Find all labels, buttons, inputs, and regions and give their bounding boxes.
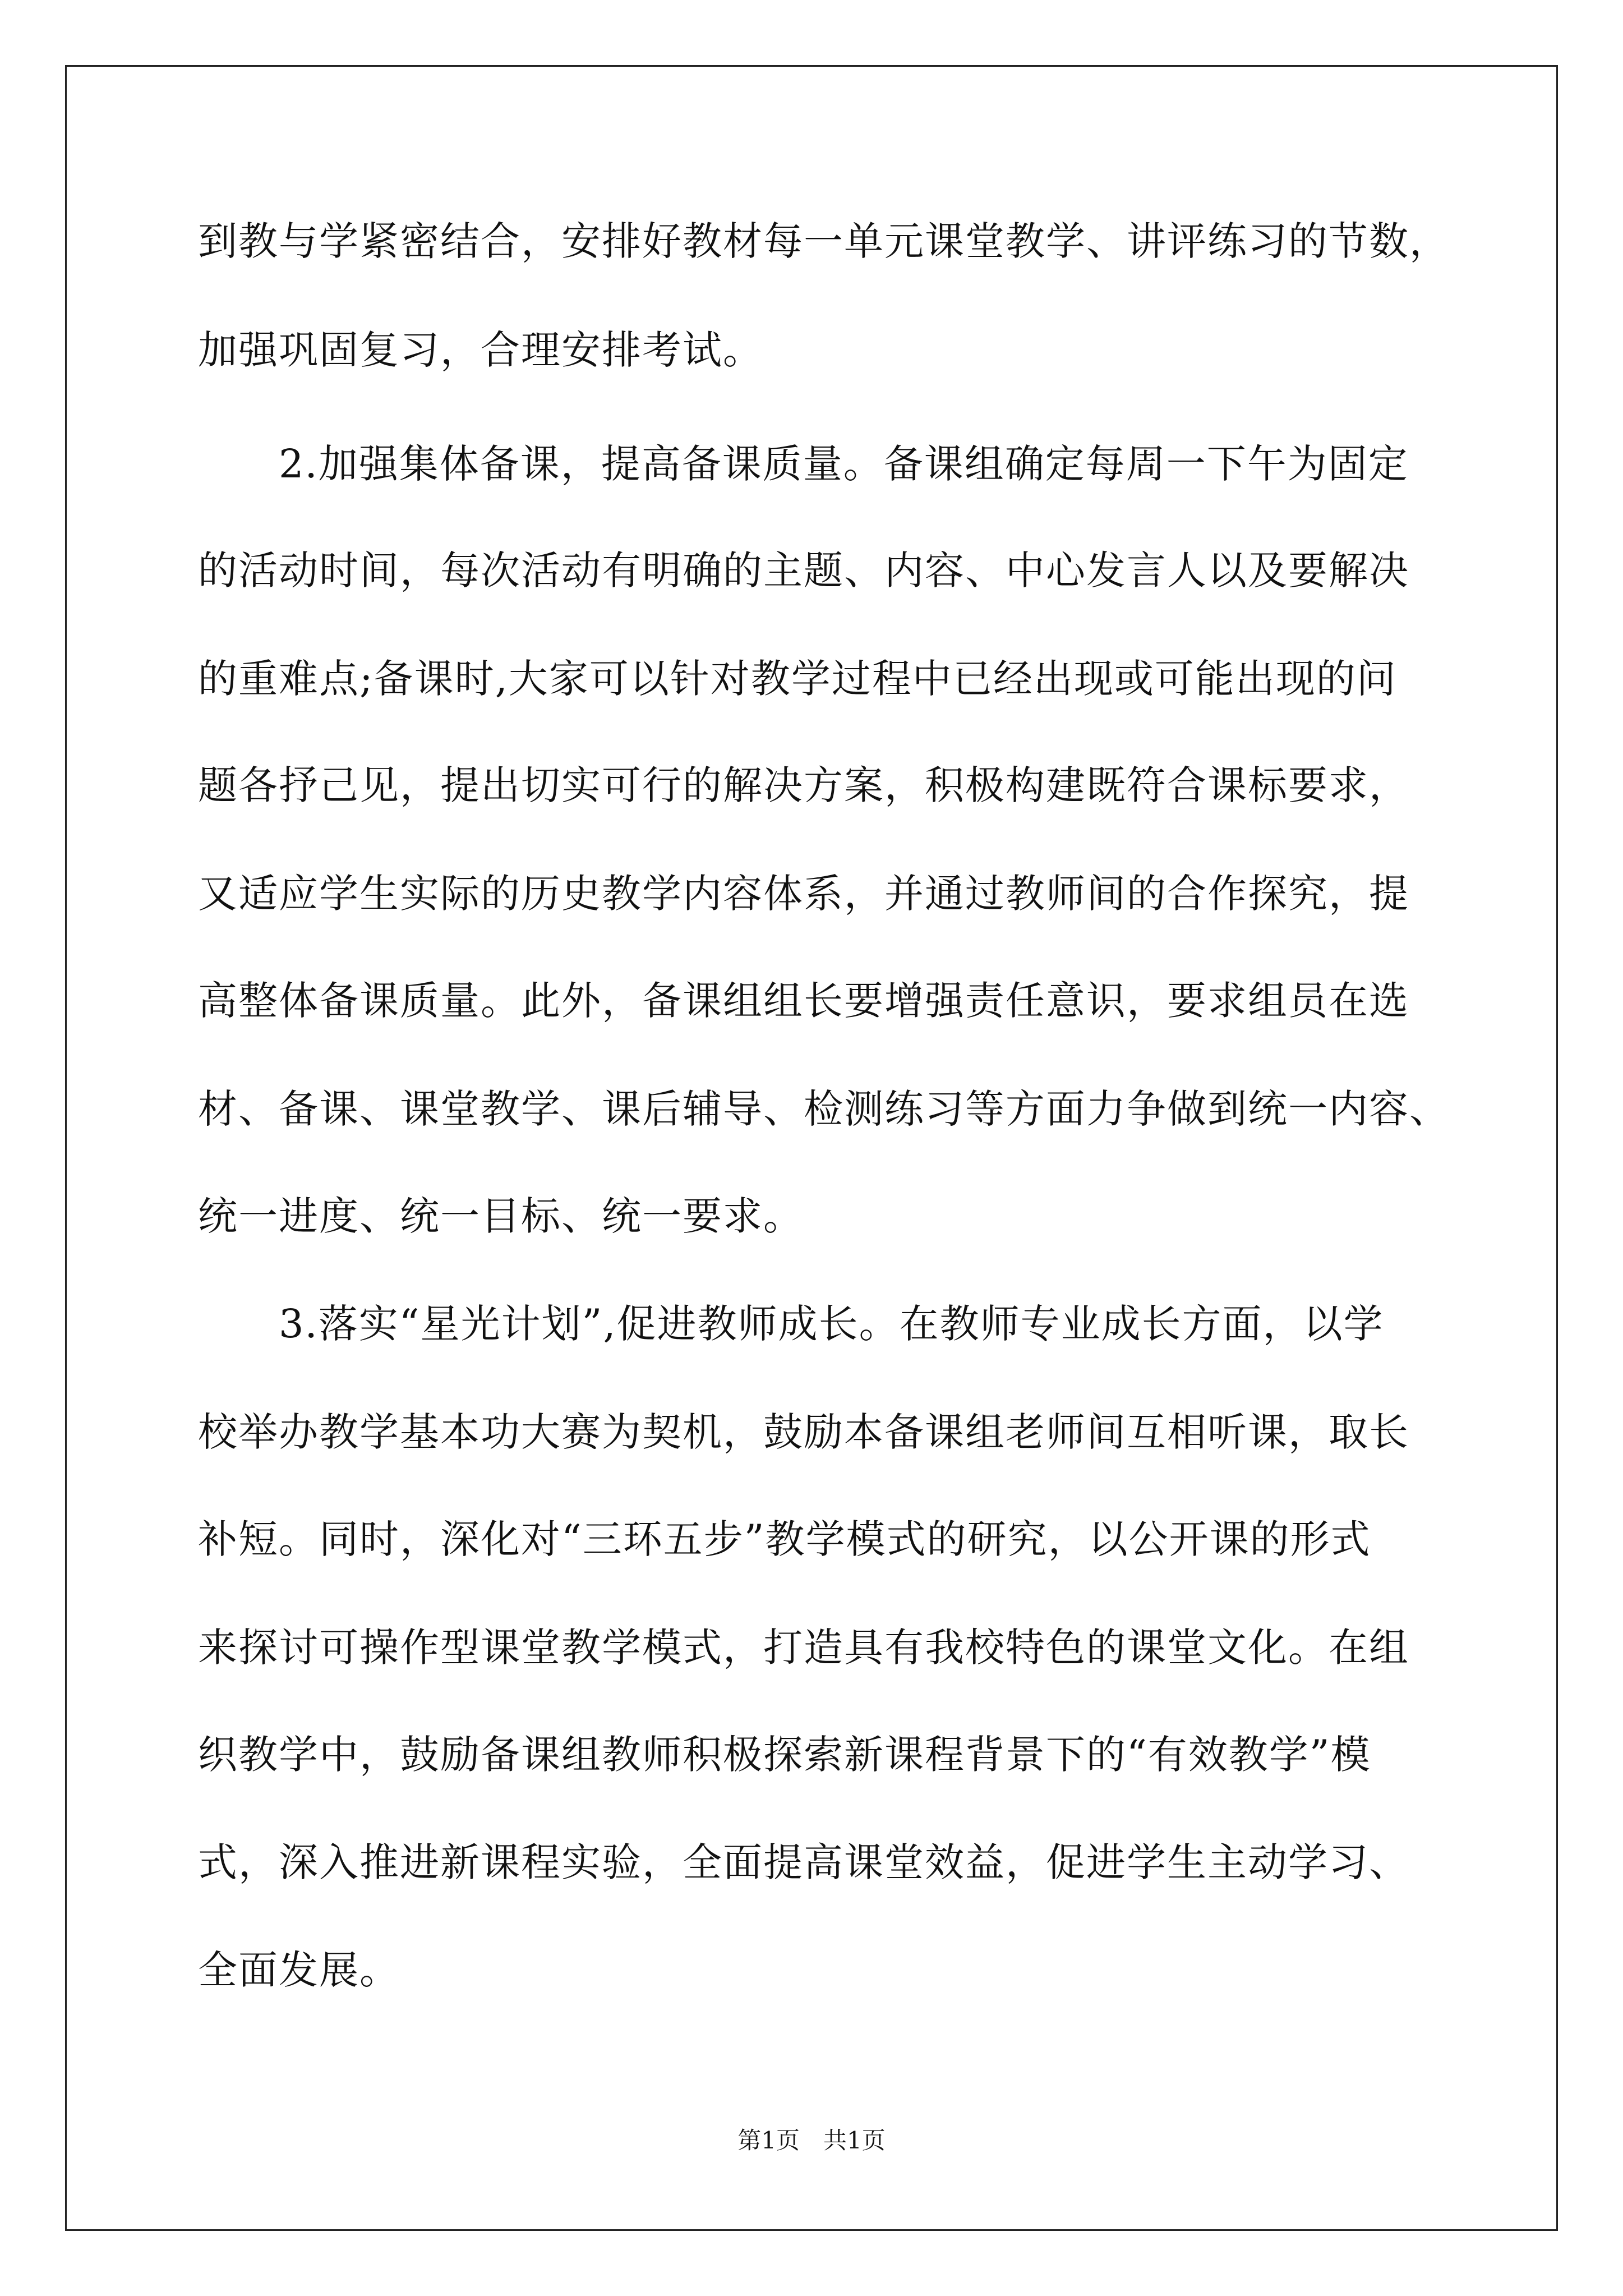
text-line: 校举办教学基本功大赛为契机，鼓励本备课组老师间互相听课，取长: [198, 1409, 1409, 1455]
text-line: 又适应学生实际的历史教学内容体系，并通过教师间的合作探究，提: [198, 871, 1409, 917]
text-line: 的重难点;备课时,大家可以针对教学过程中已经出现或可能出现的问: [198, 656, 1397, 702]
text-line: 加强巩固复习，合理安排考试。: [198, 327, 763, 373]
text-line: 材、备课、课堂教学、课后辅导、检测练习等方面力争做到统一内容、: [198, 1086, 1450, 1132]
page-border: [65, 65, 1558, 2231]
text-line: 式，深入推进新课程实验，全面提高课堂效益，促进学生主动学习、: [198, 1839, 1409, 1885]
text-line: 全面发展。: [198, 1947, 400, 1993]
text-line: 的活动时间，每次活动有明确的主题、内容、中心发言人以及要解决: [198, 547, 1409, 593]
text-line: 3.落实“星光计划”,促进教师成长。在教师专业成长方面，以学: [198, 1301, 1384, 1347]
text-line: 织教学中，鼓励备课组教师积极探索新课程背景下的“有效教学”模: [198, 1732, 1371, 1778]
text-line: 补短。同时，深化对“三环五步”教学模式的研究，以公开课的形式: [198, 1516, 1371, 1562]
text-line: 到教与学紧密结合，安排好教材每一单元课堂教学、讲评练习的节数，: [198, 218, 1450, 264]
text-line: 2.加强集体备课，提高备课质量。备课组确定每周一下午为固定: [198, 441, 1409, 487]
text-line: 题各抒己见，提出切实可行的解决方案，积极构建既符合课标要求，: [198, 762, 1409, 808]
page-number-footer: 第1页 共1页: [737, 2127, 886, 2154]
text-line: 高整体备课质量。此外，备课组组长要增强责任意识，要求组员在选: [198, 978, 1409, 1024]
text-line: 来探讨可操作型课堂教学模式，打造具有我校特色的课堂文化。在组: [198, 1625, 1409, 1671]
text-line: 统一进度、统一目标、统一要求。: [198, 1193, 804, 1239]
